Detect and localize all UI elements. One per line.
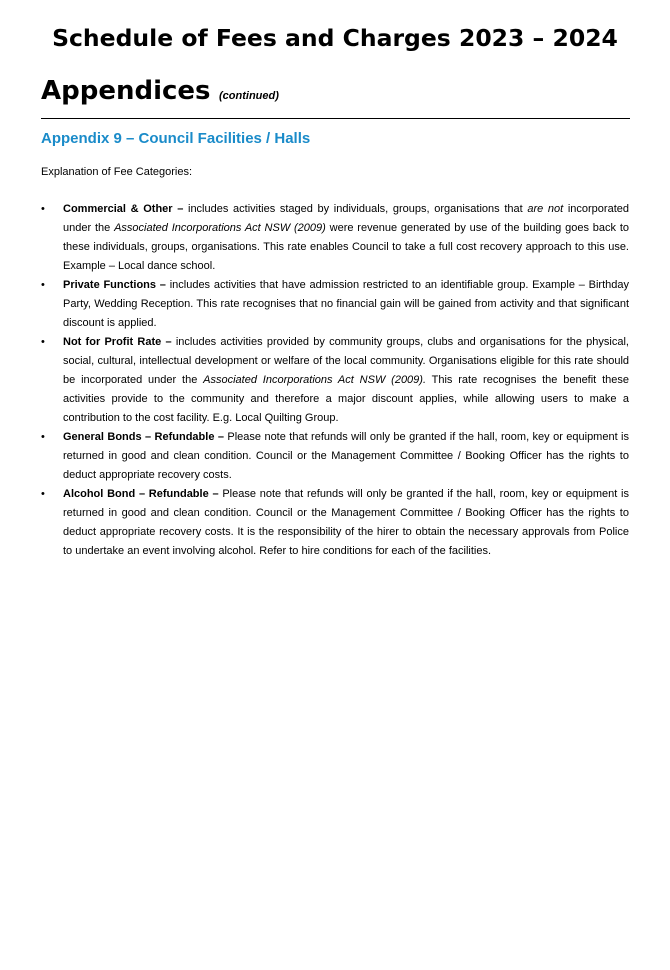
category-term: Not for Profit Rate – bbox=[63, 336, 172, 348]
category-term: Private Functions – bbox=[63, 279, 166, 291]
list-item-alcohol-bond bbox=[41, 485, 629, 561]
list-item-private-functions bbox=[41, 276, 629, 333]
category-text: Please note that refunds will only be granted if the hall, room, key or equipment is returned in good and clean condition. Council or the Management Committee / Booking Officer has the rights to deduct appropriate recovery costs. bbox=[63, 431, 629, 481]
bullet-icon: • bbox=[41, 336, 45, 348]
category-text: includes activities staged by individuals, groups, organisations that bbox=[183, 203, 528, 215]
section-heading bbox=[41, 76, 279, 106]
intro-text: Explanation of Fee Categories: bbox=[41, 166, 193, 178]
fee-category-list bbox=[41, 200, 629, 561]
category-text: includes activities that have admission restricted to an identifiable group. Example – Birthday Party, Wedding Reception. This rate recognises that no financial gain will be gained from activity and that significant discount is applied. bbox=[63, 279, 629, 329]
list-item-general-bonds bbox=[41, 428, 629, 485]
bullet-icon: • bbox=[41, 431, 45, 443]
list-item-not-for-profit bbox=[41, 333, 629, 428]
bullet-icon: • bbox=[41, 488, 45, 500]
category-emphasis: are not bbox=[527, 203, 564, 215]
appendix-title: Appendix 9 – Council Facilities / Halls bbox=[41, 130, 311, 147]
bullet-icon: • bbox=[41, 279, 45, 291]
bullet-icon: • bbox=[41, 203, 45, 215]
horizontal-rule bbox=[41, 118, 630, 119]
category-term: General Bonds – Refundable – bbox=[63, 431, 224, 443]
category-text: Please note that refunds will only be granted if the hall, room, key or equipment is returned in good and clean condition. Council or the Management Committee / Booking Officer has the rights to deduct appropriate recovery costs. It is the responsibility of the hirer to obtain the necessary approvals from Police to undertake an event involving alcohol. Refer to hire conditions for each of the facilities. bbox=[63, 488, 629, 557]
category-text: incorporated under the bbox=[63, 203, 629, 234]
act-reference: Associated Incorporations Act NSW (2009). bbox=[203, 374, 427, 386]
category-text: were revenue generated by use of the building goes back to these individuals, groups, organisations. This rate enables Council to take a full cost recovery approach to this use. Example – Local dance school. bbox=[63, 222, 629, 272]
section-title: Appendices bbox=[41, 76, 211, 106]
category-term: Alcohol Bond – Refundable – bbox=[63, 488, 219, 500]
section-subtitle: (continued) bbox=[219, 90, 279, 102]
list-item-commercial bbox=[41, 200, 629, 276]
act-reference: Associated Incorporations Act NSW (2009) bbox=[114, 222, 326, 234]
category-text: This rate recognises the benefit these activities provide to the community and therefore a major discount applies, while allowing users to make a contribution to the cost facility. E.g. Local Quilting Group. bbox=[63, 374, 629, 424]
category-text: includes activities provided by community groups, clubs and organisations for the physical, social, cultural, intellectual development or welfare of the local community. Organisations eligible for this rate should be incorporated under the bbox=[63, 336, 629, 386]
document-title: Schedule of Fees and Charges 2023 – 2024 bbox=[52, 24, 618, 52]
category-term: Commercial & Other – bbox=[63, 203, 184, 215]
